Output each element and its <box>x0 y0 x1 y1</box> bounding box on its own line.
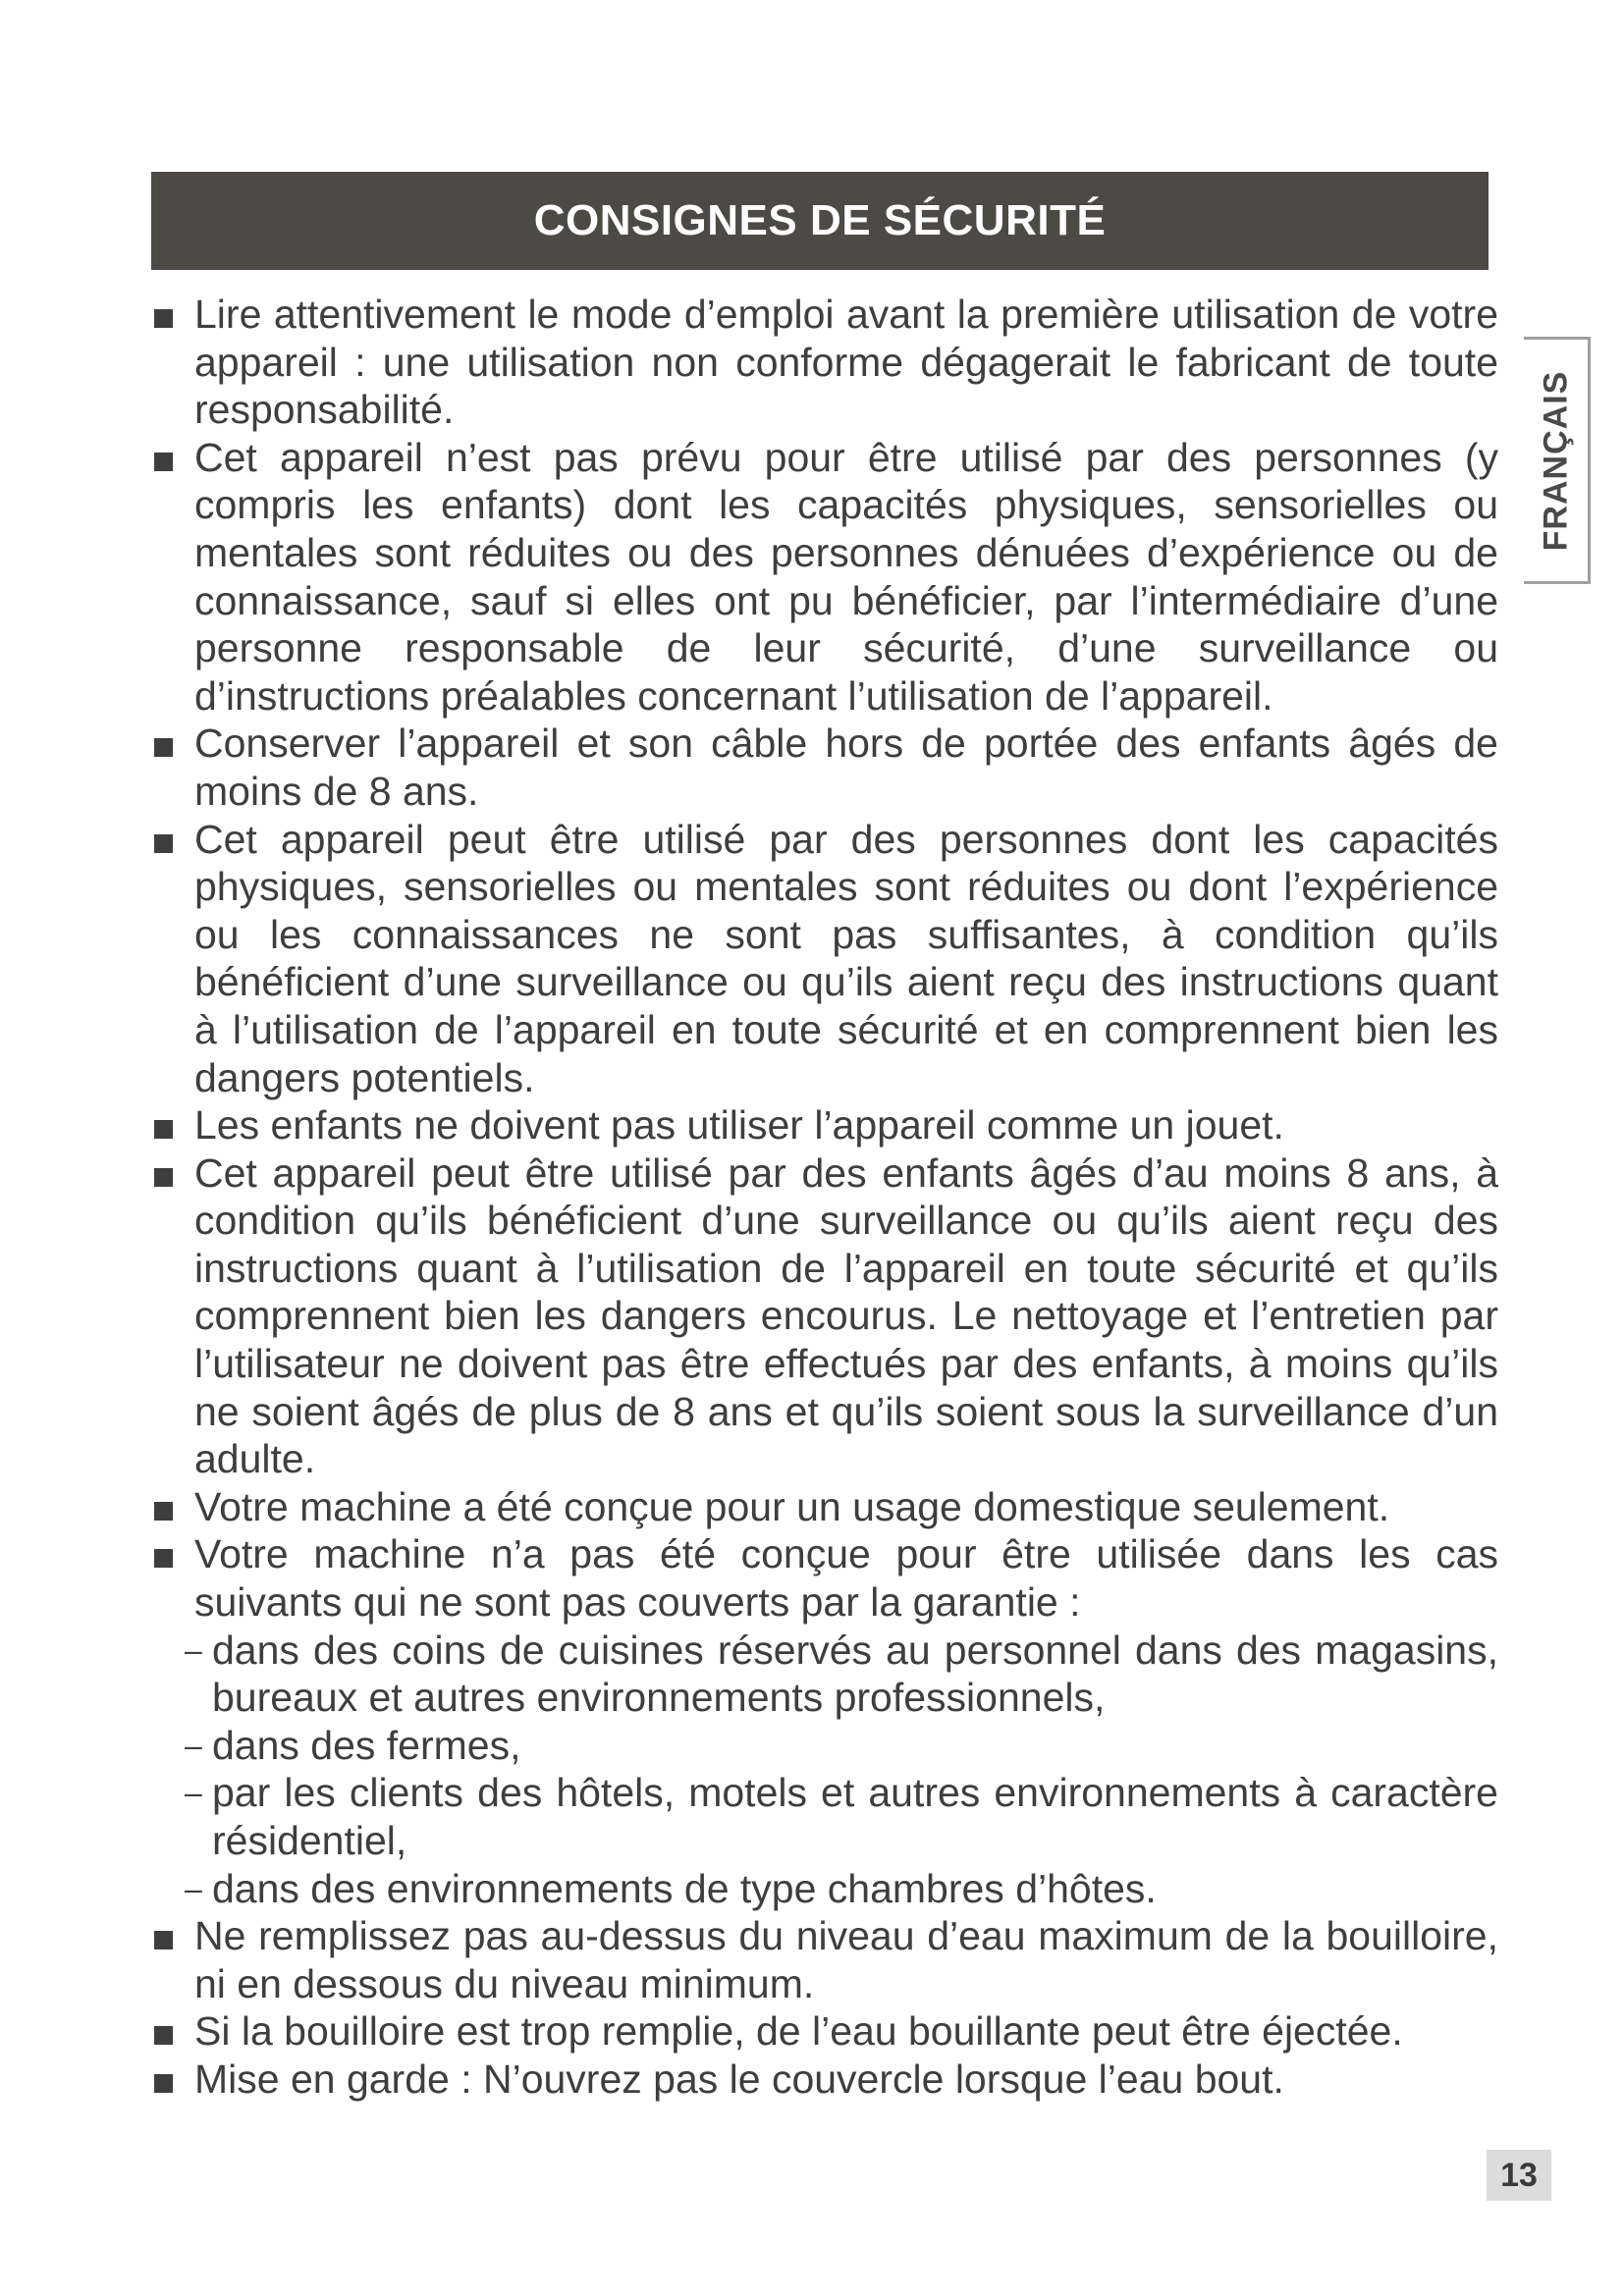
excluded-use-item: – dans des coins de cuisines réservés au personnel dans des magasins, bureaux et autres environnements professionnels, <box>151 1627 1498 1722</box>
excluded-use-item: – dans des environnements de type chambres d’hôtes. <box>151 1865 1498 1913</box>
section-title: CONSIGNES DE SÉCURITÉ <box>533 196 1107 244</box>
safety-item: Mise en garde : N’ouvrez pas le couvercle lorsque l’eau bout. <box>151 2056 1498 2104</box>
safety-instructions <box>151 291 1498 2104</box>
safety-item: Conserver l’appareil et son câble hors de portée des enfants âgés de moins de 8 ans. <box>151 720 1498 815</box>
safety-item-with-sublist <box>151 1530 1498 1626</box>
safety-list <box>151 291 1498 1627</box>
safety-list-continued <box>151 1912 1498 2103</box>
safety-item: Votre machine a été conçue pour un usage domestique seulement. <box>151 1483 1498 1531</box>
language-tab <box>1524 337 1591 584</box>
excluded-use-item: – par les clients des hôtels, motels et autres environnements à caractère résidentiel, <box>151 1769 1498 1864</box>
safety-item: Cet appareil peut être utilisé par des enfants âgés d’au moins 8 ans, à condition qu’ils bénéficient d’une surveillance ou qu’ils aient reçu des instructions quant à l’utilisation de l’appareil en toute sécurité et qu’ils comprennent bien les dangers encourus. Le nettoyage et l’entretien par l’utilisateur ne doivent pas être effectués par des enfants, à moins qu’ils ne soient âgés de plus de 8 ans et qu’ils soient sous la surveillance d’un adulte. <box>151 1149 1498 1483</box>
language-tab-label: FRANÇAIS <box>1537 370 1575 551</box>
safety-item-text: Votre machine n’a pas été conçue pour être utilisée dans les cas suivants qui ne sont pas couverts par la garantie : <box>194 1531 1498 1626</box>
safety-item: Lire attentivement le mode d’emploi avant la première utilisation de votre appareil : une utilisation non conforme dégagerait le fabricant de toute responsabilité. <box>151 291 1498 434</box>
safety-item: Cet appareil n’est pas prévu pour être utilisé par des personnes (y compris les enfants) dont les capacités physiques, sensorielles ou mentales sont réduites ou des personnes dénuées d’expérience ou de connaissance, sauf si elles ont pu bénéficier, par l’intermédiaire d’une personne responsable de leur sécurité, d’une surveillance ou d’instructions préalables concernant l’utilisation de l’appareil. <box>151 434 1498 721</box>
excluded-uses-list <box>151 1627 1498 1913</box>
safety-item: Si la bouilloire est trop remplie, de l’eau bouillante peut être éjectée. <box>151 2007 1498 2056</box>
page-number: 13 <box>1487 2150 1551 2201</box>
safety-item: Ne remplissez pas au-dessus du niveau d’eau maximum de la bouilloire, ni en dessous du niveau minimum. <box>151 1912 1498 2007</box>
safety-item: Les enfants ne doivent pas utiliser l’appareil comme un jouet. <box>151 1101 1498 1149</box>
safety-item: Cet appareil peut être utilisé par des personnes dont les capacités physiques, sensorielles ou mentales sont réduites ou dont l’expérience ou les connaissances ne sont pas suffisantes, à condition qu’ils bénéficient d’une surveillance ou qu’ils aient reçu des instructions quant à l’utilisation de l’appareil en toute sécurité et en comprennent bien les dangers potentiels. <box>151 816 1498 1102</box>
section-header <box>151 172 1489 270</box>
excluded-use-item: – dans des fermes, <box>151 1722 1498 1770</box>
